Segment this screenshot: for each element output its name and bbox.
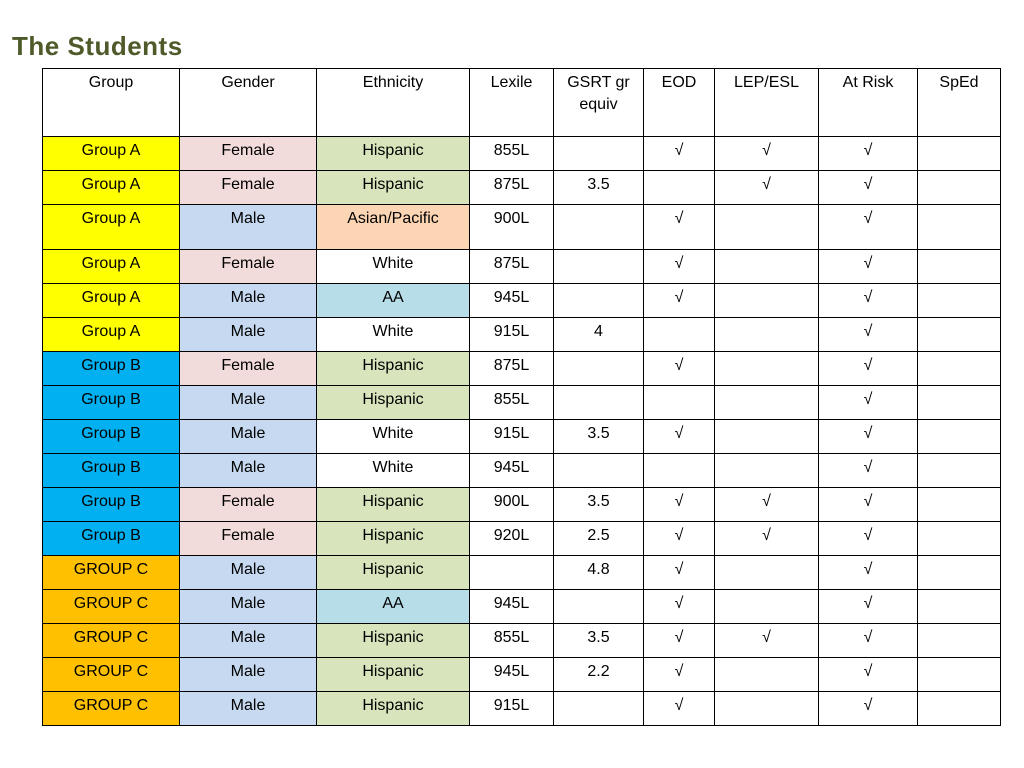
cell-ethnicity: AA — [317, 590, 470, 624]
table-row — [43, 454, 1001, 488]
cell-group: Group B — [43, 352, 180, 386]
cell-gsrt — [554, 137, 644, 171]
cell-gsrt: 2.5 — [554, 522, 644, 556]
header-at-risk: At Risk — [819, 69, 918, 137]
table-row — [43, 556, 1001, 590]
table-row — [43, 386, 1001, 420]
cell-group: Group B — [43, 488, 180, 522]
cell-lep-esl — [715, 205, 819, 250]
header-lep-esl: LEP/ESL — [715, 69, 819, 137]
cell-group: Group B — [43, 386, 180, 420]
cell-gsrt: 4.8 — [554, 556, 644, 590]
table-row — [43, 488, 1001, 522]
cell-gender: Female — [180, 171, 317, 205]
cell-group: Group A — [43, 318, 180, 352]
cell-gsrt — [554, 692, 644, 726]
cell-ethnicity: Hispanic — [317, 624, 470, 658]
header-gender: Gender — [180, 69, 317, 137]
cell-lep-esl: √ — [715, 137, 819, 171]
cell-lexile: 855L — [470, 386, 554, 420]
cell-group: Group B — [43, 454, 180, 488]
cell-eod: √ — [644, 658, 715, 692]
cell-lexile: 945L — [470, 658, 554, 692]
table-row — [43, 624, 1001, 658]
header-eod: EOD — [644, 69, 715, 137]
cell-gender: Male — [180, 454, 317, 488]
table-row — [43, 692, 1001, 726]
cell-lep-esl — [715, 386, 819, 420]
cell-lexile: 915L — [470, 692, 554, 726]
cell-group: Group A — [43, 250, 180, 284]
cell-gender: Male — [180, 658, 317, 692]
cell-gender: Female — [180, 488, 317, 522]
cell-lep-esl — [715, 250, 819, 284]
cell-sped — [918, 284, 1001, 318]
cell-sped — [918, 590, 1001, 624]
slide-title: The Students — [12, 31, 183, 61]
cell-eod: √ — [644, 352, 715, 386]
cell-at-risk: √ — [819, 556, 918, 590]
cell-at-risk: √ — [819, 137, 918, 171]
cell-eod: √ — [644, 420, 715, 454]
cell-gender: Male — [180, 556, 317, 590]
cell-sped — [918, 624, 1001, 658]
table-row — [43, 352, 1001, 386]
cell-at-risk: √ — [819, 250, 918, 284]
cell-gsrt: 4 — [554, 318, 644, 352]
cell-ethnicity: Hispanic — [317, 171, 470, 205]
cell-lexile: 945L — [470, 590, 554, 624]
cell-group: GROUP C — [43, 692, 180, 726]
cell-lexile: 920L — [470, 522, 554, 556]
cell-gender: Male — [180, 284, 317, 318]
cell-gsrt — [554, 454, 644, 488]
cell-gender: Female — [180, 522, 317, 556]
cell-sped — [918, 522, 1001, 556]
cell-group: GROUP C — [43, 590, 180, 624]
cell-lexile: 945L — [470, 454, 554, 488]
cell-gender: Male — [180, 420, 317, 454]
cell-gender: Male — [180, 624, 317, 658]
cell-gsrt — [554, 205, 644, 250]
cell-at-risk: √ — [819, 658, 918, 692]
cell-group: Group A — [43, 171, 180, 205]
cell-eod: √ — [644, 556, 715, 590]
cell-gsrt — [554, 250, 644, 284]
cell-gsrt — [554, 352, 644, 386]
cell-at-risk: √ — [819, 352, 918, 386]
cell-gender: Male — [180, 386, 317, 420]
cell-eod — [644, 318, 715, 352]
cell-ethnicity: White — [317, 420, 470, 454]
cell-eod: √ — [644, 488, 715, 522]
cell-at-risk: √ — [819, 420, 918, 454]
cell-ethnicity: Hispanic — [317, 386, 470, 420]
cell-lexile: 945L — [470, 284, 554, 318]
cell-at-risk: √ — [819, 488, 918, 522]
cell-ethnicity: Hispanic — [317, 556, 470, 590]
cell-lexile — [470, 556, 554, 590]
cell-gender: Female — [180, 137, 317, 171]
cell-gender: Male — [180, 692, 317, 726]
cell-sped — [918, 454, 1001, 488]
table-row — [43, 171, 1001, 205]
cell-group: Group A — [43, 284, 180, 318]
cell-gender: Male — [180, 318, 317, 352]
cell-lep-esl — [715, 420, 819, 454]
cell-gsrt: 3.5 — [554, 624, 644, 658]
cell-lep-esl: √ — [715, 624, 819, 658]
cell-group: GROUP C — [43, 624, 180, 658]
table-row — [43, 284, 1001, 318]
cell-ethnicity: White — [317, 454, 470, 488]
cell-sped — [918, 137, 1001, 171]
table-row — [43, 420, 1001, 454]
header-row — [43, 69, 1001, 137]
cell-sped — [918, 171, 1001, 205]
cell-sped — [918, 318, 1001, 352]
cell-at-risk: √ — [819, 692, 918, 726]
cell-at-risk: √ — [819, 284, 918, 318]
cell-at-risk: √ — [819, 171, 918, 205]
cell-lexile: 900L — [470, 205, 554, 250]
cell-gender: Male — [180, 590, 317, 624]
cell-gender: Female — [180, 352, 317, 386]
cell-at-risk: √ — [819, 386, 918, 420]
cell-ethnicity: White — [317, 250, 470, 284]
cell-group: Group A — [43, 137, 180, 171]
table-row — [43, 658, 1001, 692]
cell-ethnicity: Hispanic — [317, 488, 470, 522]
cell-eod — [644, 454, 715, 488]
cell-gsrt: 3.5 — [554, 488, 644, 522]
cell-sped — [918, 658, 1001, 692]
cell-ethnicity: Hispanic — [317, 137, 470, 171]
cell-group: Group B — [43, 420, 180, 454]
cell-gsrt: 2.2 — [554, 658, 644, 692]
header-gsrt: GSRT gr equiv — [554, 69, 644, 137]
cell-at-risk: √ — [819, 454, 918, 488]
cell-ethnicity: White — [317, 318, 470, 352]
cell-group: GROUP C — [43, 556, 180, 590]
cell-lep-esl: √ — [715, 171, 819, 205]
students-table — [42, 68, 1001, 726]
cell-eod: √ — [644, 250, 715, 284]
cell-eod — [644, 386, 715, 420]
cell-group: Group B — [43, 522, 180, 556]
cell-lep-esl — [715, 658, 819, 692]
cell-at-risk: √ — [819, 522, 918, 556]
cell-lexile: 915L — [470, 318, 554, 352]
cell-gsrt — [554, 386, 644, 420]
table-row — [43, 522, 1001, 556]
cell-sped — [918, 250, 1001, 284]
cell-gsrt — [554, 590, 644, 624]
table-row — [43, 590, 1001, 624]
cell-eod: √ — [644, 590, 715, 624]
cell-lep-esl — [715, 352, 819, 386]
cell-lexile: 855L — [470, 624, 554, 658]
cell-lexile: 900L — [470, 488, 554, 522]
cell-lep-esl — [715, 590, 819, 624]
cell-gsrt — [554, 284, 644, 318]
cell-lexile: 855L — [470, 137, 554, 171]
cell-lep-esl — [715, 454, 819, 488]
header-group: Group — [43, 69, 180, 137]
cell-lexile: 875L — [470, 352, 554, 386]
cell-at-risk: √ — [819, 624, 918, 658]
cell-sped — [918, 205, 1001, 250]
cell-at-risk: √ — [819, 205, 918, 250]
cell-ethnicity: AA — [317, 284, 470, 318]
cell-lep-esl — [715, 318, 819, 352]
cell-lep-esl: √ — [715, 488, 819, 522]
cell-lep-esl — [715, 556, 819, 590]
cell-ethnicity: Hispanic — [317, 658, 470, 692]
cell-sped — [918, 692, 1001, 726]
cell-sped — [918, 488, 1001, 522]
cell-gsrt: 3.5 — [554, 420, 644, 454]
cell-lep-esl: √ — [715, 522, 819, 556]
cell-sped — [918, 386, 1001, 420]
cell-eod: √ — [644, 522, 715, 556]
cell-eod: √ — [644, 624, 715, 658]
cell-sped — [918, 556, 1001, 590]
cell-gender: Male — [180, 205, 317, 250]
table-row — [43, 205, 1001, 250]
cell-eod: √ — [644, 692, 715, 726]
header-sped: SpEd — [918, 69, 1001, 137]
cell-at-risk: √ — [819, 318, 918, 352]
table-row — [43, 318, 1001, 352]
table-body — [43, 137, 1001, 726]
cell-ethnicity: Hispanic — [317, 522, 470, 556]
cell-eod: √ — [644, 284, 715, 318]
cell-group: Group A — [43, 205, 180, 250]
cell-lep-esl — [715, 284, 819, 318]
cell-lexile: 875L — [470, 250, 554, 284]
cell-gsrt: 3.5 — [554, 171, 644, 205]
cell-ethnicity: Hispanic — [317, 692, 470, 726]
cell-ethnicity: Asian/Pacific — [317, 205, 470, 250]
table-row — [43, 250, 1001, 284]
header-ethnicity: Ethnicity — [317, 69, 470, 137]
cell-eod — [644, 171, 715, 205]
cell-lexile: 915L — [470, 420, 554, 454]
table-row — [43, 137, 1001, 171]
cell-at-risk: √ — [819, 590, 918, 624]
cell-lexile: 875L — [470, 171, 554, 205]
cell-ethnicity: Hispanic — [317, 352, 470, 386]
cell-gender: Female — [180, 250, 317, 284]
cell-sped — [918, 420, 1001, 454]
cell-sped — [918, 352, 1001, 386]
header-lexile: Lexile — [470, 69, 554, 137]
cell-eod: √ — [644, 205, 715, 250]
cell-lep-esl — [715, 692, 819, 726]
cell-eod: √ — [644, 137, 715, 171]
cell-group: GROUP C — [43, 658, 180, 692]
